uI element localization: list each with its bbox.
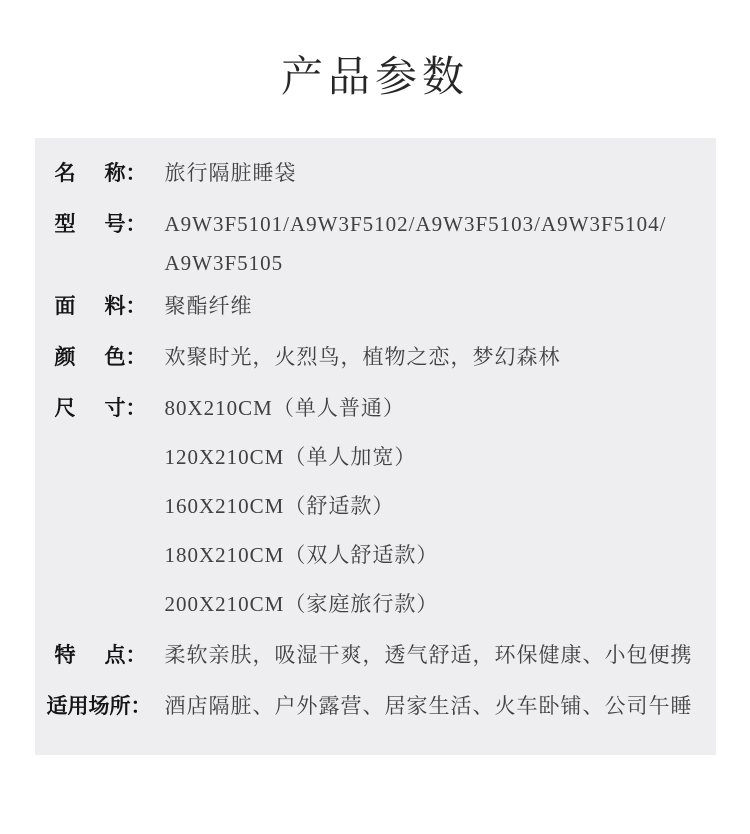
spec-value-line: 酒店隔脏、户外露营、居家生活、火车卧铺、公司午睡 [164, 694, 693, 718]
spec-label-left: 面 [54, 294, 76, 318]
spec-value-name [165, 162, 297, 184]
spec-label-left: 适用场所： [46, 694, 152, 718]
spec-row-features [47, 644, 698, 666]
spec-value-line: 聚酯纤维 [164, 294, 253, 318]
spec-value-features [165, 644, 693, 666]
spec-row-scenes [47, 695, 698, 717]
spec-value-line: A9W3F5101/A9W3F5102/A9W3F5103/A9W3F5104/ [164, 212, 667, 236]
spec-label-right: 料： [104, 294, 147, 318]
spec-label-right: 寸： [104, 396, 147, 420]
spec-label-features [47, 644, 147, 666]
spec-label-left: 名 [54, 161, 76, 185]
spec-label-right: 点： [104, 643, 147, 667]
page-title: 产品参数 [280, 55, 469, 101]
spec-row-fabric [47, 295, 698, 317]
spec-value-size [165, 397, 439, 615]
spec-value-line: 120X210CM（单人加宽） [164, 445, 417, 469]
spec-value-line: A9W3F5105 [164, 251, 284, 275]
spec-label-name [47, 162, 147, 184]
spec-value-line: 180X210CM（双人舒适款） [164, 543, 439, 567]
spec-label-right: 号： [104, 212, 147, 236]
spec-label-right: 称： [104, 161, 147, 185]
spec-value-line: 欢聚时光，火烈鸟，植物之恋，梦幻森林 [164, 345, 561, 369]
spec-row-name [47, 162, 698, 184]
spec-label-left: 颜 [54, 345, 76, 369]
spec-value-line: 旅行隔脏睡袋 [164, 161, 297, 185]
spec-row-model [47, 213, 698, 274]
spec-label-size [47, 397, 147, 419]
spec-value-line: 柔软亲肤，吸湿干爽，透气舒适，环保健康、小包便携 [164, 643, 693, 667]
spec-value-fabric [165, 295, 253, 317]
spec-value-scenes [165, 695, 693, 717]
spec-label-right: 色： [104, 345, 147, 369]
spec-label-color [47, 346, 147, 368]
spec-value-line: 80X210CM（单人普通） [164, 396, 405, 420]
product-specs-panel [35, 138, 716, 755]
spec-label-model [47, 213, 147, 235]
spec-value-model [165, 213, 667, 274]
spec-value-line: 160X210CM（舒适款） [164, 494, 395, 518]
spec-label-left: 型 [54, 212, 76, 236]
spec-label-left: 特 [54, 643, 76, 667]
spec-label-fabric [47, 295, 147, 317]
spec-label-left: 尺 [54, 396, 76, 420]
spec-row-size [47, 397, 698, 615]
spec-value-line: 200X210CM（家庭旅行款） [164, 592, 439, 616]
spec-value-color [165, 346, 561, 368]
spec-row-color [47, 346, 698, 368]
spec-label-scenes [46, 694, 152, 718]
